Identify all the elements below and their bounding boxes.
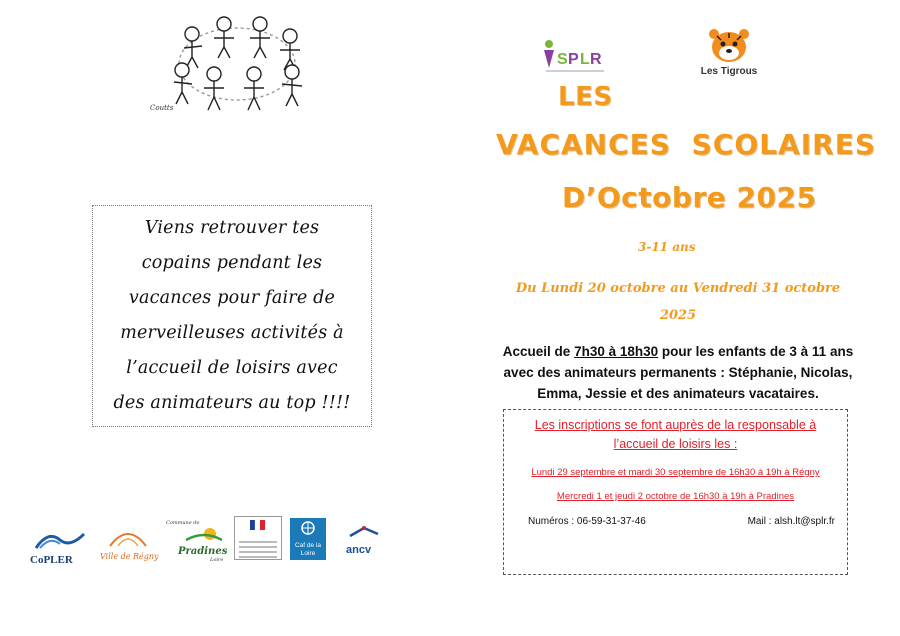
title-les: LES <box>558 82 613 112</box>
svg-text:L: L <box>580 51 590 68</box>
accueil-hours: 7h30 à 18h30 <box>574 344 659 359</box>
title-vacances-scolaires: VACANCES SCOLAIRES <box>496 128 876 161</box>
ancv-logo <box>340 524 388 560</box>
accueil-post: pour les enfants de 3 à 11 ans <box>658 344 854 359</box>
accueil-info <box>478 341 878 404</box>
age-range: 3-11 ans <box>638 240 696 254</box>
prefecture-logo <box>234 516 282 560</box>
invitation-line: des animateurs au top !!!! <box>113 393 351 413</box>
tigrous-logo <box>688 26 770 80</box>
children-circle-illustration <box>162 12 312 117</box>
date-range <box>478 275 878 329</box>
svg-text:R: R <box>590 51 602 68</box>
svg-text:P: P <box>568 51 579 68</box>
accueil-line2: avec des animateurs permanents : Stéphanie, Nicolas, <box>503 365 853 380</box>
pradines-label: Pradines <box>178 546 228 557</box>
invitation-line: copains pendant les <box>141 253 323 273</box>
inscription-session-regny: Lundi 29 septembre et mardi 30 septembre de 16h30 à 19h à Régny <box>531 467 820 478</box>
regny-label: Ville de Régny <box>100 552 159 561</box>
date-range-line2: 2025 <box>659 308 697 323</box>
invitation-text <box>114 211 351 421</box>
accueil-pre: Accueil de <box>502 344 575 359</box>
tiger-icon <box>688 26 770 66</box>
illustration-signature: Coutts <box>150 104 174 112</box>
inscriptions-title-line1: Les inscriptions se font auprès de la responsable à <box>534 418 817 432</box>
inscriptions-title-line2: l’accueil de loisirs les : <box>613 437 738 451</box>
invitation-line: merveilleuses activités à <box>120 323 344 343</box>
title-octobre: D’Octobre 2025 <box>562 181 817 214</box>
partner-logos <box>30 512 390 568</box>
accueil-line3: Emma, Jessie et des animateurs vacataires. <box>537 386 819 401</box>
invitation-line: vacances pour faire de <box>128 288 336 308</box>
pradines-suffix: Loire <box>210 557 224 563</box>
tigrous-label: Les Tigrous <box>700 66 758 77</box>
copler-label: CoPLER <box>30 554 73 566</box>
caf-label: Caf de la Loire <box>294 542 322 557</box>
splr-logo <box>540 38 612 78</box>
ancv-label: ancv <box>346 544 372 556</box>
regny-logo <box>100 528 160 564</box>
phone-number: Numéros : 06-59-31-37-46 <box>528 516 646 527</box>
inscription-session-pradines: Mercredi 1 et jeudi 2 octobre de 16h30 à 19h à Pradines <box>556 491 795 502</box>
pradines-prefix: Commune de <box>166 520 200 526</box>
caf-logo <box>290 518 326 560</box>
inscriptions-box <box>503 409 848 575</box>
children-dancing-icon <box>162 12 312 117</box>
invitation-box <box>92 205 372 427</box>
date-range-line1: Du Lundi 20 octobre au Vendredi 31 octobre <box>515 281 841 296</box>
accueil-line1 <box>478 341 878 362</box>
invitation-line: Viens retrouver tes <box>144 218 320 238</box>
email-address: Mail : alsh.lt@splr.fr <box>747 516 835 527</box>
svg-text:S: S <box>557 51 568 68</box>
copler-logo <box>30 528 90 564</box>
inscriptions-title <box>504 416 847 454</box>
pradines-logo <box>166 520 230 564</box>
invitation-line: l’accueil de loisirs avec <box>126 358 338 378</box>
